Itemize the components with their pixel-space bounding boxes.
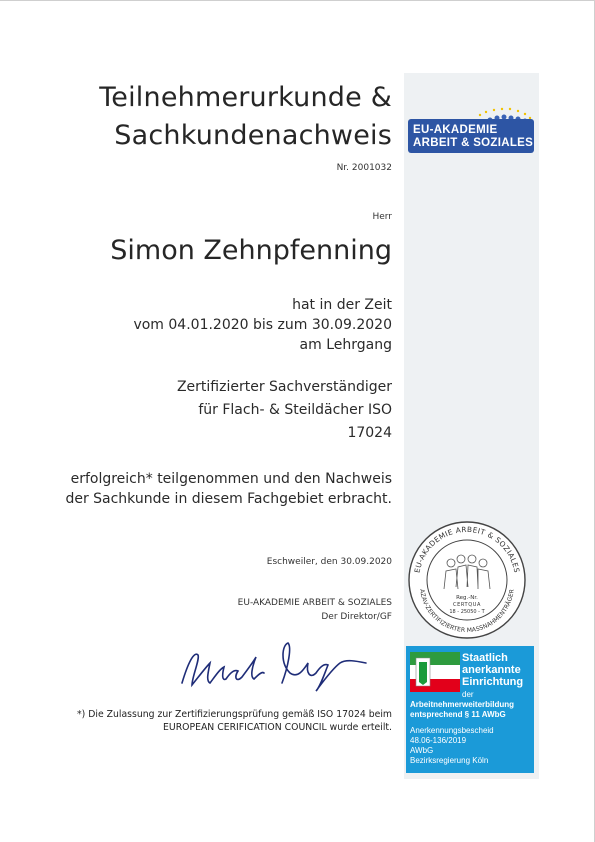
badge-title-2: anerkannte [462,664,521,676]
course-intro: am Lehrgang [299,337,392,353]
course-title-line-1: Zertifizierter Sachverständiger [176,379,392,395]
director-signature [170,633,370,693]
seal-outer-text: EU-AKADEMIE ARBEIT & SOZIALES [412,524,522,574]
seal-inner-text: AZAV-ZERTIFIZIERTER MASSNAHMENTRÄGER [418,588,516,635]
result-line-2: der Sachkunde in diesem Fachgebiet erbracht. [65,491,392,507]
certqua-seal-stamp [406,519,528,641]
recipient-name: Simon Zehnpfenning [110,235,392,266]
issuer-name: EU-AKADEMIE ARBEIT & SOZIALES [237,598,392,608]
course-title-line-3: 17024 [347,425,392,441]
badge-line-2: Arbeitnehmerweiterbildung [410,700,515,709]
footnote-line-1: *) Die Zulassung zur Zertifizierungsprüfung gemäß ISO 17024 beim [76,709,392,720]
badge-line-4: Anerkennungsbescheid [410,726,494,735]
result-line-1: erfolgreich* teilgenommen und den Nachweis [70,471,392,487]
badge-line-1: der [462,690,474,699]
salutation: Herr [372,212,392,222]
title-line-2: Sachkundenachweis [114,120,392,151]
certificate-number: Nr. 2001032 [336,163,392,173]
badge-line-6: AWbG [410,746,434,755]
eu-akademie-logo [406,107,534,165]
badge-line-5: 48.06-136/2019 [410,736,467,745]
badge-line-7: Bezirksregierung Köln [410,756,489,765]
logo-text-line-1: EU-AKADEMIE [413,124,498,136]
issuer-role: Der Direktor/GF [321,612,392,622]
period-range: vom 04.01.2020 bis zum 30.09.2020 [133,317,392,333]
nrw-flag-icon [410,652,460,692]
state-recognized-badge [406,646,534,773]
place-date: Eschweiler, den 30.09.2020 [266,557,392,567]
badge-title-1: Staatlich [462,652,508,664]
logo-text-line-2: ARBEIT & SOZIALES [413,137,534,149]
seal-reg-number: 18 - 25050 - T [449,609,485,615]
badge-title-3: Einrichtung [462,676,524,688]
footnote-line-2: EUROPEAN CERIFICATION COUNCIL wurde erteilt. [163,722,392,733]
seal-certifier: CERTQUA [452,602,482,608]
course-title-line-2: für Flach- & Steildächer ISO [198,402,392,418]
period-intro: hat in der Zeit [292,297,392,313]
badge-line-3: entsprechend § 11 AWbG [410,710,506,719]
seal-reg-label: Reg.-Nr. [456,595,478,601]
title-line-1: Teilnehmerurkunde & [99,82,392,113]
